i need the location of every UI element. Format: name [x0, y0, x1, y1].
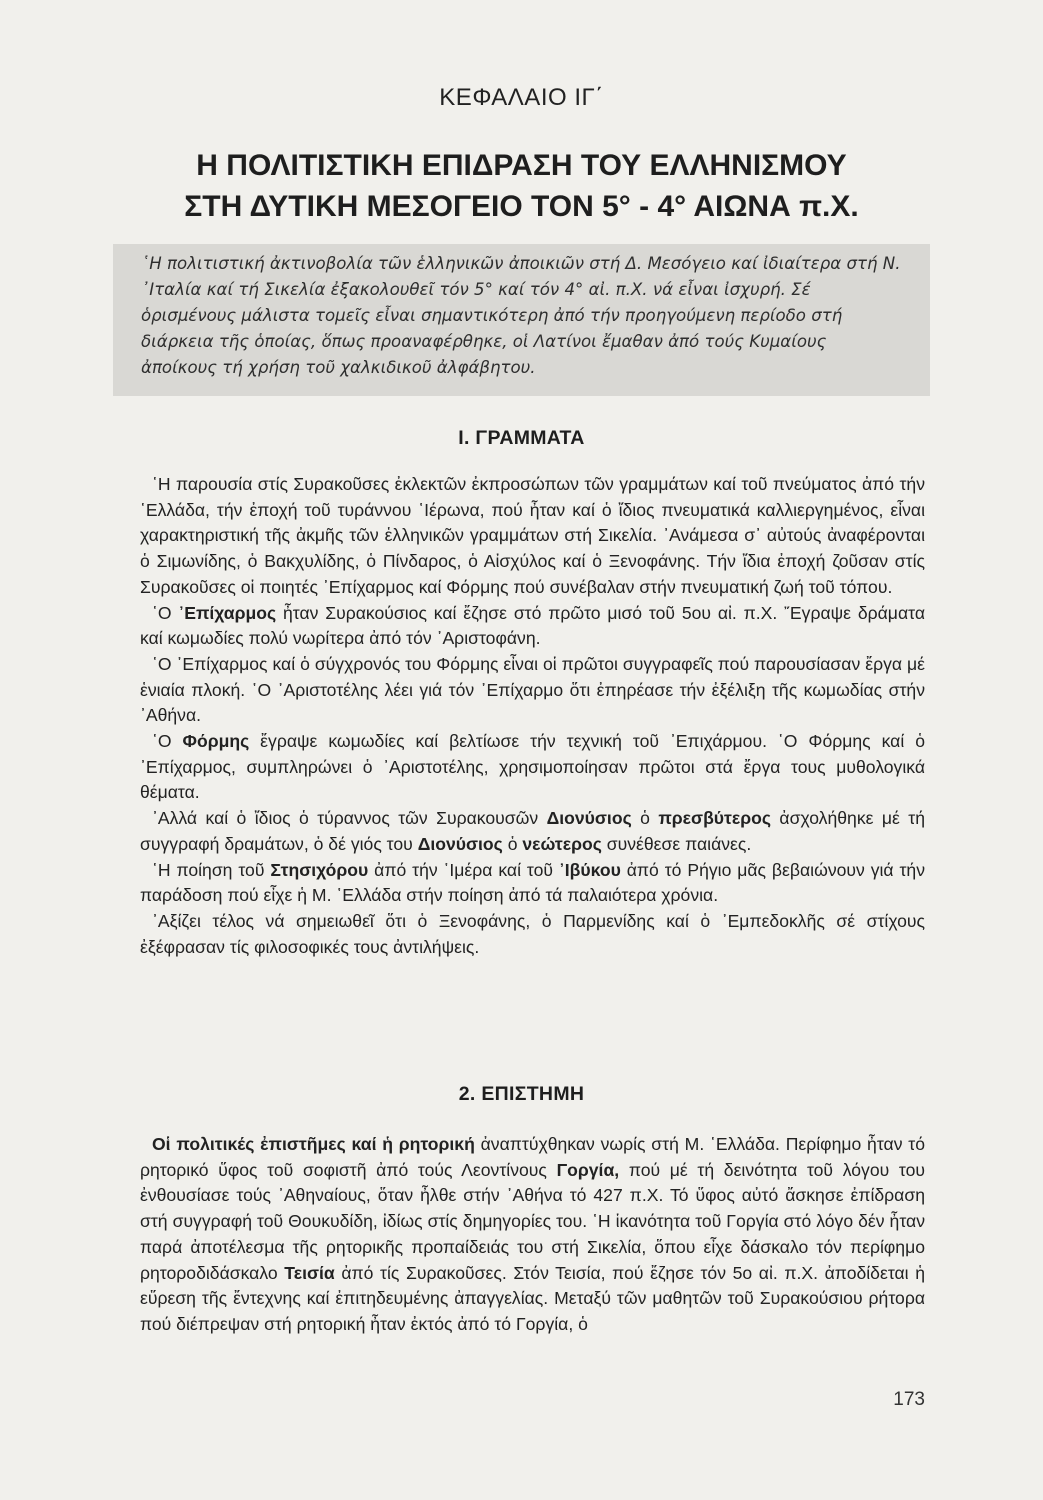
chapter-abstract: ῾Η πολιτιστική ἀκτινοβολία τῶν ἑλληνικῶν ἀποικιῶν στή Δ. Μεσόγειο καί ἰδιαίτερα στή Ν. ᾿Ιταλία καί τή Σικελία ἐξακολουθεῖ τόν 5° καί τόν 4° αἰ. π.Χ. νά εἶναι ἰσχυρή. Σέ ὁρισμένους μάλιστα τομεῖς εἶναι σημαντικότερη ἀπό τήν προηγούμενη περίοδο στή διάρκεια τῆς ὁποίας, ὅπως προαναφέρθηκε, οἱ Λατίνοι ἔμαθαν ἀπό τούς Κυμαίους ἀποίκους τή χρήση τοῦ χαλκιδικοῦ ἀλφάβητου.: [113, 244, 930, 396]
section-heading-episteme: 2. ΕΠΙΣΤΗΜΗ: [458, 1083, 585, 1105]
section-heading-grammata: Ι. ΓΡΑΜΜΑΤΑ: [458, 427, 585, 449]
text-span: ἀσχολήθηκε μέ τή συγγραφή δραμάτων, ὁ δέ γιός του: [140, 808, 925, 854]
paragraph: [140, 1132, 925, 1338]
paragraph: ᾿Αξίζει τέλος νά σημειωθεῖ ὅτι ὁ Ξενοφάνης, ὁ Παρμενίδης καί ὁ ᾿Εμπεδοκλῆς σέ στίχους ἐξέφρασαν τίς φιλοσοφικές τους ἀντιλήψεις.: [140, 910, 925, 957]
text-span: ῾Ο: [152, 602, 179, 623]
chapter-title: [100, 145, 943, 227]
text-span: ἀπό τήν ῾Ιμέρα καί τοῦ: [368, 859, 559, 880]
chapter-title-line-2: ΣΤΗ ΔΥΤΙΚΗ ΜΕΣΟΓΕΙΟ ΤΟΝ 5° - 4° ΑΙΩΝΑ π.Χ.: [184, 190, 859, 223]
paragraph: [140, 806, 925, 857]
text-span: ἦταν Συρακούσιος καί ἔζησε στό πρῶτο μισό τοῦ 5ου αἰ. π.Χ. ῎Εγραψε δράματα καί κωμωδίες πολύ νωρίτερα ἀπό τόν ᾿Αριστοφάνη.: [140, 602, 925, 649]
bold-term: Τεισία: [284, 1262, 335, 1283]
paragraph: ῾Ο ᾿Επίχαρμος καί ὁ σύγχρονός του Φόρμης εἶναι οἱ πρῶτοι συγγραφεῖς πού παρουσίασαν ἔργα μέ ἑνιαία πλοκή. ῾Ο ᾿Αριστοτέλης λέει γιά τόν ᾿Επίχαρμο ὅτι ἐπηρέασε τήν ἐξέλιξη τῆς κωμωδίας στήν ᾿Αθήνα.: [140, 653, 925, 726]
text-span: ἀπό τίς Συρακοῦσες. Στόν Τεισία, πού ἔζησε τόν 5ο αἰ. π.Χ. ἀποδίδεται ἡ εὕρεση τῆς ἔντεχνης καί ἐπιτηδευμένης ἀπαγγελίας. Μεταξύ τῶν μαθητῶν τοῦ Συρακούσιου ρήτορα πού διέπρεψαν στή ρητορική ἦταν ἐκτός ἀπό τό Γοργία, ὁ: [140, 1262, 925, 1334]
chapter-title-line-1: Η ΠΟΛΙΤΙΣΤΙΚΗ ΕΠΙΔΡΑΣΗ ΤΟΥ ΕΛΛΗΝΙΣΜΟΥ: [196, 149, 847, 182]
text-span: ἔγραψε κωμωδίες καί βελτίωσε τήν τεχνική τοῦ ᾿Επιχάρμου. ῾Ο Φόρμης καί ὁ ᾿Επίχαρμος, συμπληρώνει ὁ ᾿Αριστοτέλης, χρησιμοποίησαν πρῶτοι στά ἔργα τους μυθολογικά θέματα.: [140, 731, 925, 803]
text-span: ὁ: [502, 833, 523, 854]
paragraph: [140, 601, 925, 652]
text-span: ῾Η ποίηση τοῦ: [152, 859, 271, 880]
paragraph: [140, 729, 925, 806]
page-number: 173: [893, 1389, 925, 1410]
bold-term: Γοργία,: [556, 1159, 620, 1180]
chapter-label: ΚΕΦΑΛΑΙΟ ΙΓ΄: [439, 84, 604, 111]
bold-term: ᾿Επίχαρμος: [178, 602, 277, 623]
paragraph: [140, 858, 925, 909]
bold-term: Διονύσιος: [546, 808, 632, 829]
bold-term: πρεσβύτερος: [658, 808, 772, 829]
paragraph: ῾Η παρουσία στίς Συρακοῦσες ἐκλεκτῶν ἐκπροσώπων τῶν γραμμάτων καί τοῦ πνεύματος ἀπό τήν ῾Ελλάδα, τήν ἐποχή τοῦ τυράννου ῾Ιέρωνα, πού ἦταν καί ὁ ἴδιος πνευματικά καλλιεργημένος, εἶναι χαρακτηριστική τῆς ἀκμῆς τῶν ἑλληνικῶν γραμμάτων στή Σικελία. ᾿Ανάμεσα σ᾿ αὐτούς ἀναφέρονται ὁ Σιμωνίδης, ὁ Βακχυλίδης, ὁ Πίνδαρος, ὁ Αἰσχύλος καί ὁ Ξενοφάνης. Τήν ἴδια ἐποχή ζοῦσαν στίς Συρακοῦσες οἱ ποιητές ᾿Επίχαρμος καί Φόρμης πού συνέβαλαν στήν πνευματική ζωή τοῦ τόπου.: [140, 474, 925, 597]
bold-term: Οἱ πολιτικές ἐπιστῆμες καί ἡ ρητορική: [152, 1134, 475, 1154]
text-span: ᾿Αλλά καί ὁ ἴδιος ὁ τύραννος τῶν Συρακουσῶν: [152, 808, 547, 829]
bold-term: νεώτερος: [522, 833, 602, 854]
text-span: ὁ: [631, 808, 659, 829]
bold-term: Διονύσιος: [417, 833, 503, 854]
section-body-episteme: [140, 1132, 925, 1338]
text-span: συνέθεσε παιάνες.: [601, 833, 752, 854]
bold-term: Στησιχόρου: [270, 859, 369, 880]
bold-term: ᾿Ιβύκου: [558, 859, 621, 880]
text-span: ῾Ο: [152, 731, 183, 752]
bold-term: Φόρμης: [182, 731, 250, 752]
section-body-grammata: [140, 472, 925, 960]
text-span: ἀναπτύχθηκαν νωρίς στή Μ. ῾Ελλάδα. Περίφημο ἦταν τό ρητορικό ὕφος τοῦ σοφιστῆ ἀπό τούς Λεοντίνους: [140, 1134, 926, 1180]
text-span: πού μέ τή δεινότητα τοῦ λόγου του ἐνθουσίασε τούς ᾿Αθηναίους, ὅταν ἦλθε στήν ᾿Αθήνα τό 427 π.Χ. Τό ὕφος αὐτό ἄσκησε ἐπίδραση στή συγγραφή τοῦ Θουκυδίδη, ἰδίως στίς δημηγορίες του. ῾Η ἱκανότητα τοῦ Γοργία στό λόγο δέν ἦταν παρά ἀποτέλεσμα τῆς ρητορικῆς προπαίδειάς του στή Σικελία, ὅπου εἶχε δάσκαλο τόν περίφημο ρητοροδιδάσκαλο: [140, 1159, 925, 1283]
text-span: ἀπό τό Ρήγιο μᾶς βεβαιώνουν γιά τήν παράδοση πού εἶχε ἡ Μ. ῾Ελλάδα στήν ποίηση ἀπό τά παλαιότερα χρόνια.: [140, 859, 926, 906]
